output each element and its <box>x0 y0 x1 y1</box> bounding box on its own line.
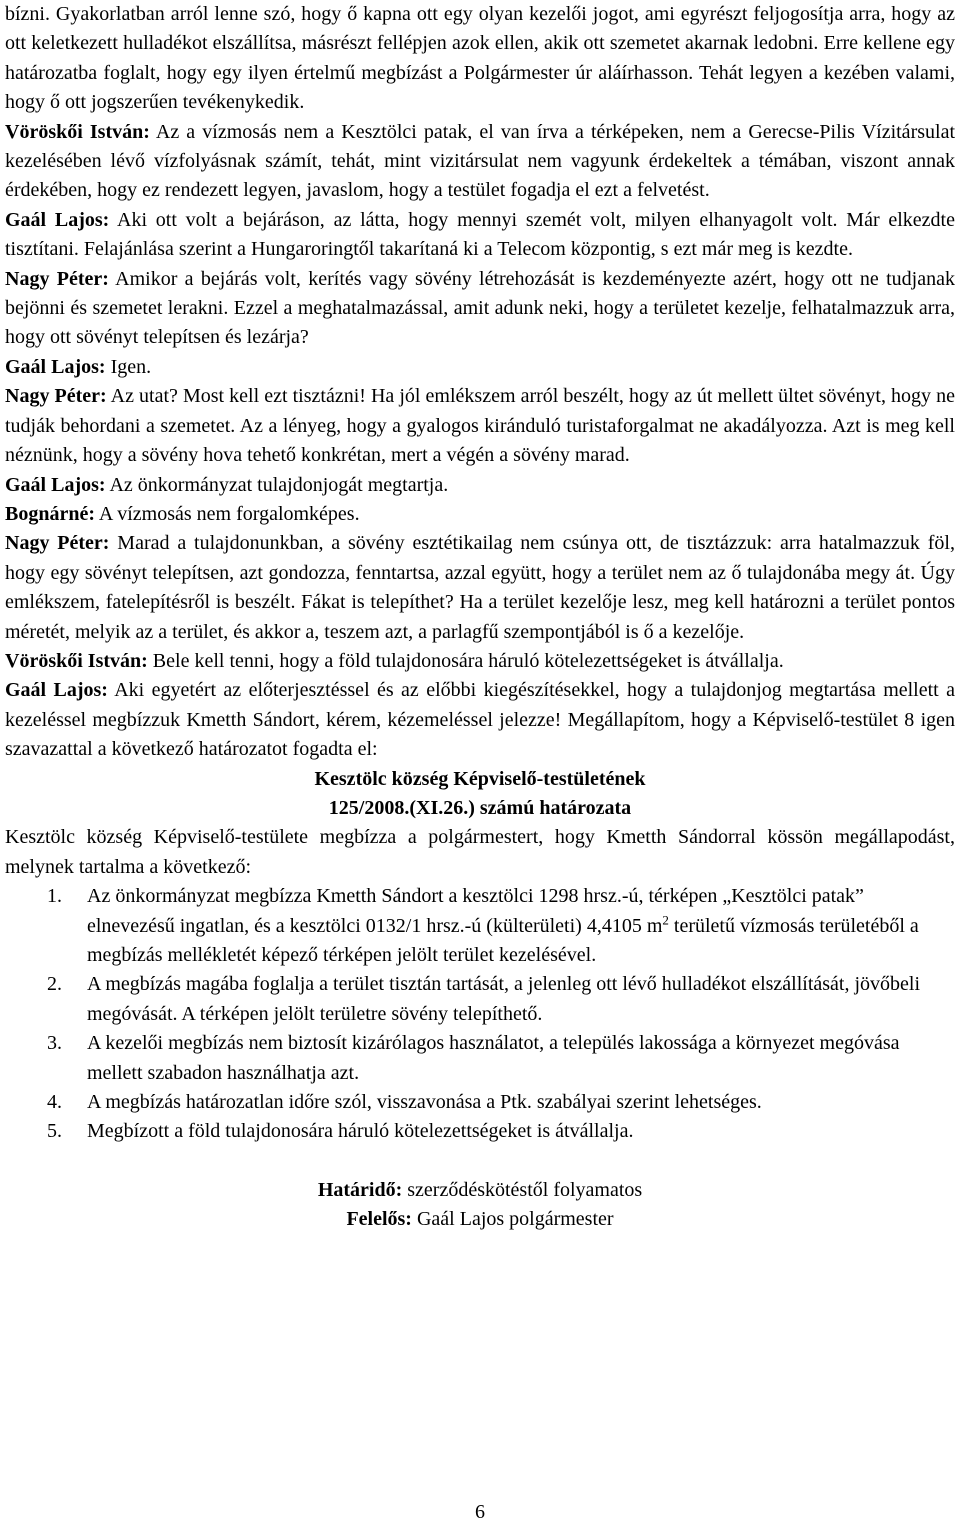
speaker-paragraph <box>5 206 955 265</box>
speaker-name: Gaál Lajos: <box>5 355 106 378</box>
deadline-block <box>5 1176 955 1235</box>
list-item-number: 2. <box>47 973 62 996</box>
speaker-paragraph <box>5 529 955 647</box>
superscript: 2 <box>662 911 669 927</box>
speaker-text: Az a vízmosás nem a Kesztölci patak, el van írva a térképeken, nem a Gerecse-Pilis Vízitársulat kezelésében lévő vízfolyásnak számít, tehát, mint vizitársulat nem vagyunk érdekeltek a témában, viszont annak érdekében, hogy ez rendezett legyen, javaslom, hogy a testület fogadja el ezt a felvetést. <box>5 120 955 202</box>
paragraph-continuation <box>5 0 955 118</box>
deadline-label: Határidő: <box>317 1178 403 1201</box>
deadline-value: szerződéskötéstől folyamatos <box>402 1178 643 1201</box>
speaker-paragraph <box>5 500 955 529</box>
responsible-label: Felelős: <box>346 1208 412 1231</box>
speaker-paragraph <box>5 353 955 382</box>
speaker-text: Aki egyetért az előterjesztéssel és az előbbi kiegészítésekkel, hogy a tulajdonjog megtartása mellett a kezeléssel megbízzuk Kmetth Sándort, kérem, kézemeléssel jelezze! Megállapítom, hogy a Képviselő-testület 8 igen szavazattal a következő határozatot fogadta el: <box>5 679 955 761</box>
resolution-title-line1: Kesztölc község Képviselő-testületének <box>314 767 646 790</box>
speaker-paragraph <box>5 471 955 500</box>
speaker-paragraph <box>5 265 955 353</box>
list-item-text: A megbízás határozatlan időre szól, visszavonása a Ptk. szabályai szerint lehetséges. <box>87 1091 762 1114</box>
list-item-number: 1. <box>47 885 62 908</box>
responsible-value: Gaál Lajos polgármester <box>411 1208 614 1231</box>
speaker-name: Gaál Lajos: <box>5 679 108 702</box>
list-item-text: A kezelői megbízás nem biztosít kizárólagos használatot, a település lakossága a környezet megóvása mellett szabadon használhatja azt. <box>87 1032 900 1084</box>
list-item <box>5 882 955 970</box>
speaker-text: A vízmosás nem forgalomképes. <box>95 502 360 525</box>
minutes-page <box>5 0 955 1235</box>
responsible-line <box>5 1205 955 1234</box>
speaker-text: Amikor a bejárás volt, kerítés vagy sövény létrehozását is kezdeményezte azért, hogy ott ne tudjanak bejönni és szemetet lerakni. Ezzel a meghatalmazással, amit adunk neki, hogy a területet kezelje, felhatalmazzuk arra, hogy ott sövényt telepítsen és lezárja? <box>5 267 955 349</box>
list-item <box>5 1117 955 1146</box>
resolution-title-line2: 125/2008.(XI.26.) számú határozata <box>328 796 632 819</box>
speaker-name: Nagy Péter: <box>5 267 109 290</box>
speaker-text: Igen. <box>105 355 152 378</box>
list-item-number: 3. <box>47 1032 62 1055</box>
list-item-text: Megbízott a föld tulajdonosára háruló kötelezettségeket is átvállalja. <box>87 1120 634 1143</box>
speaker-text: Aki ott volt a bejáráson, az látta, hogy mennyi szemét volt, milyen elhanyagolt volt. Már elkezdte tisztítani. Felajánlása szerint a Hungaroringtől takarítaná ki a Telecom központig, s ezt már meg is kezdte. <box>5 208 955 261</box>
list-item-text-cont: területű vízmosás területéből a megbízás mellékletét képező térképen jelölt terület kezelésével. <box>87 914 919 966</box>
speaker-paragraph <box>5 382 955 470</box>
speaker-name: Vöröskői István: <box>5 649 148 672</box>
speaker-name: Gaál Lajos: <box>5 208 110 231</box>
resolution-intro: Kesztölc község Képviselő-testülete megbízza a polgármestert, hogy Kmetth Sándorral kössön megállapodást, melynek tartalma a következő: <box>5 826 955 878</box>
page-number: 6 <box>475 1501 485 1523</box>
paragraph-text: bízni. Gyakorlatban arról lenne szó, hogy ő kapna ott egy olyan kezelői jogot, ami egyrészt feljogosítja arra, hogy az ott keletkezett hulladékot elszállítsa, másrészt fellépjen azok ellen, akik ott szemetet akarnak ledobni. Erre kellene egy határozatba foglalt, hogy egy ilyen értelmű megbízást a Polgármester úr aláírhasson. Tehát legyen a kezében valami, hogy ő ott jogszerűen tevékenykedik. <box>5 3 955 114</box>
speaker-paragraph <box>5 647 955 676</box>
speaker-name: Nagy Péter: <box>5 385 107 408</box>
speaker-text: Az önkormányzat tulajdonjogát megtartja. <box>105 473 449 496</box>
speaker-name: Bognárné: <box>5 502 95 525</box>
speaker-paragraph <box>5 118 955 206</box>
list-item-number: 5. <box>47 1120 62 1143</box>
speaker-text: Marad a tulajdonunkban, a sövény esztétikailag nem csúnya ott, de tisztázzuk: arra hatalmazzuk föl, hogy egy sövényt telepítsen, azt gondozza, fenntartsa, azzal együtt, hogy a terület nem az ő tulajdonába megy át. Úgy emlékszem, fatelepítésről is beszélt. Fákat is telepíthet? Ha a terület kezelője lesz, meg kell határozni a terület pontos méretét, melyik az a terület, és akkor a, teszem azt, a parlagfű szempontjából is ő a kezelője. <box>5 532 955 643</box>
deadline-line <box>5 1176 955 1205</box>
speaker-text: Bele kell tenni, hogy a föld tulajdonosára háruló kötelezettségeket is átvállalja. <box>147 649 784 672</box>
list-item <box>5 1088 955 1117</box>
list-item-text: Az önkormányzat megbízza Kmetth Sándort a kesztölci 1298 hrsz.-ú, térképen „Kesztölci patak” elnevezésű ingatlan, és a kesztölci 0132/1 hrsz.-ú (külterületi) 4,4105 m <box>87 885 864 937</box>
list-item <box>5 1029 955 1088</box>
speaker-name: Nagy Péter: <box>5 532 110 555</box>
list-item-text: A megbízás magába foglalja a terület tisztán tartását, a jelenleg ott lévő hulladékot elszállítását, jövőbeli megóvását. A térképen jelölt területre sövény telepíthető. <box>87 973 921 1025</box>
speaker-name: Gaál Lajos: <box>5 473 106 496</box>
resolution-items <box>5 882 955 1147</box>
speaker-text: Az utat? Most kell ezt tisztázni! Ha jól emlékszem arról beszélt, hogy az út mellett ültet sövényt, hogy ne tudják behordani a szemetet. Az a lényeg, hogy a gyalogos kiránduló turistaforgalmat ne akadályozza. Azt is meg kell néznünk, hogy a sövény hova tehető konkrétan, mert a végén a sövény marad. <box>5 385 955 467</box>
speaker-paragraph <box>5 676 955 764</box>
list-item <box>5 970 955 1029</box>
list-item-number: 4. <box>47 1091 62 1114</box>
speaker-name: Vöröskői István: <box>5 120 150 143</box>
